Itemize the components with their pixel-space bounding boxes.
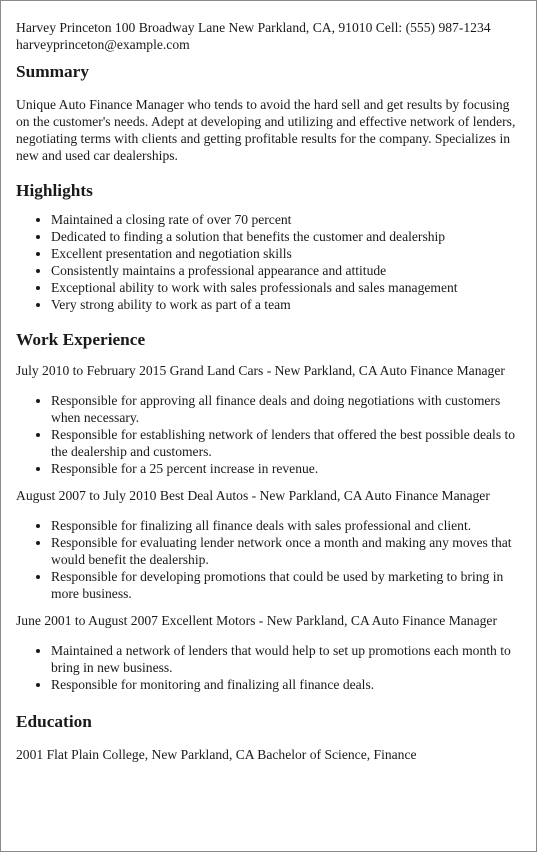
work-experience-heading: Work Experience <box>16 330 146 349</box>
job-duty: • Responsible for monitoring and finalizing all finance deals. <box>51 676 516 693</box>
contact-line: Harvey Princeton 100 Broadway Lane New Parkland, CA, 91010 Cell: (555) 987-1234 <box>16 20 491 35</box>
highlight-item: • Exceptional ability to work with sales professionals and sales management <box>51 279 516 296</box>
job-header: July 2010 to February 2015 Grand Land Cars - New Parkland, CA Auto Finance Manager <box>16 363 505 378</box>
education-section <box>16 712 516 763</box>
job-duties-list <box>16 392 516 477</box>
contact-info <box>16 19 516 53</box>
summary-heading: Summary <box>16 62 89 81</box>
highlights-section <box>16 181 516 313</box>
highlight-item: • Dedicated to finding a solution that benefits the customer and dealership <box>51 228 516 245</box>
highlight-item: • Very strong ability to work as part of a team <box>51 296 516 313</box>
highlight-item: • Maintained a closing rate of over 70 percent <box>51 211 516 228</box>
summary-section <box>16 62 516 164</box>
job-duties-list <box>16 517 516 602</box>
job-duties-list <box>16 642 516 693</box>
highlights-heading: Highlights <box>16 181 93 200</box>
highlights-list <box>16 211 516 313</box>
job-header: June 2001 to August 2007 Excellent Motors - New Parkland, CA Auto Finance Manager <box>16 613 497 628</box>
work-experience-section <box>16 330 516 693</box>
job-duty: • Maintained a network of lenders that would help to set up promotions each month to bring in new business. <box>51 642 516 676</box>
job-entry <box>16 362 516 477</box>
contact-email: harveyprinceton@example.com <box>16 37 190 52</box>
education-heading: Education <box>16 712 92 731</box>
job-duty: • Responsible for developing promotions that could be used by marketing to bring in more business. <box>51 568 516 602</box>
education-text: 2001 Flat Plain College, New Parkland, CA Bachelor of Science, Finance <box>16 747 417 762</box>
highlight-item: • Excellent presentation and negotiation skills <box>51 245 516 262</box>
highlight-item: • Consistently maintains a professional appearance and attitude <box>51 262 516 279</box>
job-duty: • Responsible for approving all finance deals and doing negotiations with customers when necessary. <box>51 392 516 426</box>
job-entry <box>16 612 516 693</box>
job-entry <box>16 487 516 602</box>
job-header: August 2007 to July 2010 Best Deal Autos - New Parkland, CA Auto Finance Manager <box>16 488 490 503</box>
job-duty: • Responsible for establishing network of lenders that offered the best possible deals to the dealership and customers. <box>51 426 516 460</box>
summary-text: Unique Auto Finance Manager who tends to avoid the hard sell and get results by focusing on the customer's needs. Adept at developing and utilizing and effective network of lenders, negotiating terms with clients and getting profitable results for the company. Specializes in new and used car dealerships. <box>16 97 516 163</box>
job-duty: • Responsible for a 25 percent increase in revenue. <box>51 460 516 477</box>
job-duty: • Responsible for finalizing all finance deals with sales professional and client. <box>51 517 516 534</box>
job-duty: • Responsible for evaluating lender network once a month and making any moves that would benefit the dealership. <box>51 534 516 568</box>
